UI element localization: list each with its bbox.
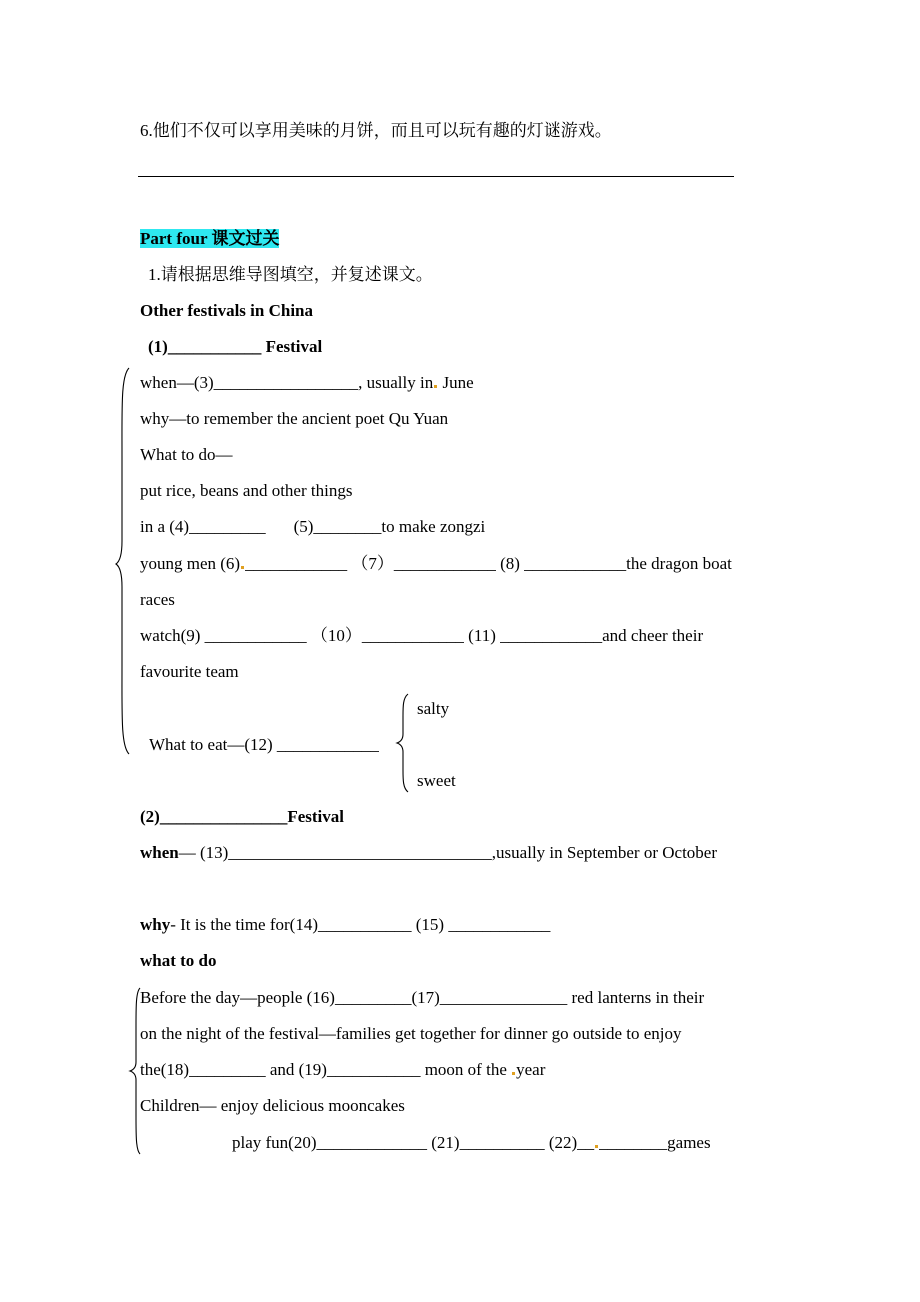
section-title: Other festivals in China [140,301,314,320]
play-text: play fun(20)_____________ (21)__________ (22)__ [232,1133,595,1152]
festival-1-heading: (1)___________ Festival [148,337,323,356]
mark-dot [241,566,244,569]
when-line-1 [140,373,474,393]
races-line: races [140,590,175,609]
why-line-1: why—to remember the ancient poet Qu Yuan [140,409,449,428]
salty-option: salty [417,699,450,718]
when-rest: — (13)_______________________________,usually in September or October [178,843,717,862]
why-label: why [140,915,171,934]
when-line-2 [140,843,717,863]
why-rest: - It is the time for(14)___________ (15) ____________ [170,915,551,934]
festival-2-heading [140,807,344,827]
moon-text: the(18)_________ and (19)___________ moon of the [140,1060,507,1079]
brace-what-to-eat [397,692,413,794]
children-line: Children— enjoy delicious mooncakes [140,1096,405,1115]
moon-year: year [516,1060,546,1079]
zongzi-text: (5)________to make zongzi [293,517,486,536]
sweet-option: sweet [417,771,456,790]
part-four-heading [140,229,279,249]
mark-dot [512,1072,515,1075]
when-label: when [140,843,179,862]
what-to-eat-line: What to eat—(12) ____________ [149,735,379,754]
favourite-line: favourite team [140,662,239,681]
watch-line: watch(9) ____________ （10）____________ (11) ____________and cheer their [140,626,704,645]
what-to-do-line-2: what to do [140,951,217,970]
answer-line-6 [138,176,734,177]
young-men-blanks: ____________ （7）____________ (8) ____________the dragon boat [245,554,732,573]
why-line-2 [140,915,550,935]
young-men-line [140,554,732,574]
instruction: 1.请根据思维导图填空，并复述课文。 [148,265,433,284]
brace-festival-1 [116,366,136,756]
what-to-do-line-1: What to do— [140,445,233,464]
festival-2-word: Festival [287,807,344,826]
mark-dot [595,1145,598,1148]
moon-line [140,1060,545,1080]
festival-2-number: (2)_______________ [140,807,288,826]
question-6: 6.他们不仅可以享用美味的月饼，而且可以玩有趣的灯谜游戏。 [140,121,612,140]
when-text: when—(3)_________________, usually in [140,373,434,392]
part-four-label: Part four 课文过关 [140,229,280,248]
in-a-line [140,517,485,537]
in-a-text: in a (4)_________ [140,517,266,536]
night-line: on the night of the festival—families get together for dinner go outside to enjoy [140,1024,682,1043]
mark-dot [434,385,437,388]
before-line: Before the day—people (16)_________(17)_______________ red lanterns in their [140,988,705,1007]
put-line: put rice, beans and other things [140,481,353,500]
play-line [232,1133,711,1153]
when-month: June [442,373,474,392]
play-rest: ________games [599,1133,711,1152]
young-men-text: young men (6) [140,554,241,573]
